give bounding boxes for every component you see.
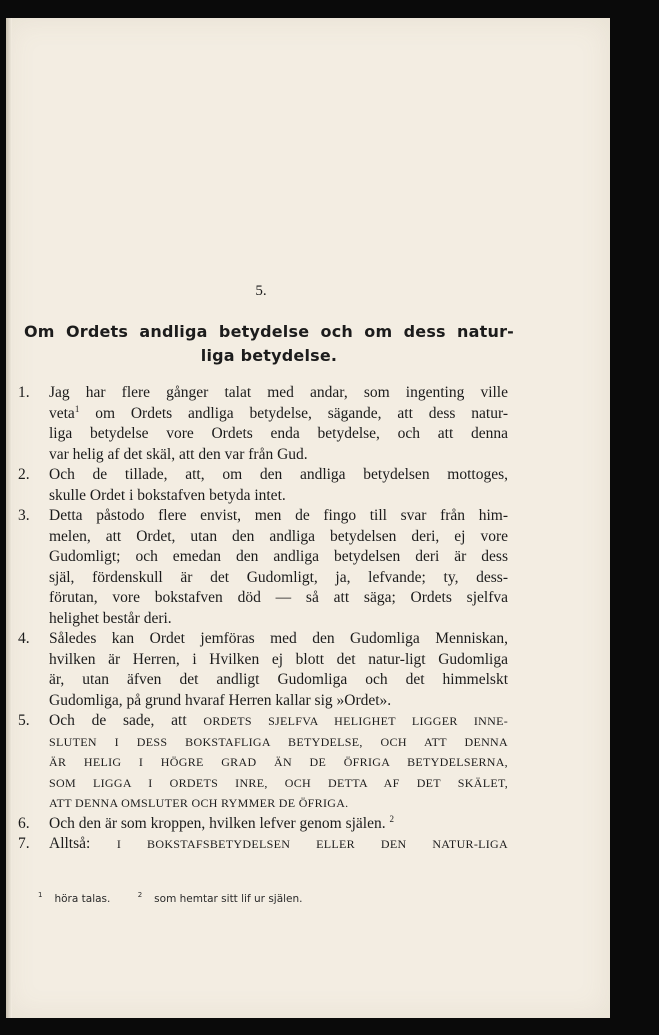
paragraph-3 xyxy=(18,506,508,629)
text-line: helighet består deri. xyxy=(49,609,172,627)
paragraph-list xyxy=(18,383,508,855)
text-line: är, utan äfven det andligt Gudomliga och det himmelskt xyxy=(49,671,508,688)
paragraph-number: 2. xyxy=(18,466,30,483)
text-line: veta$^1$ om Ordets andliga betydelse, sägande, att dess natur- xyxy=(49,403,509,422)
page-text xyxy=(6,18,610,1018)
chapter-number: 5. xyxy=(255,283,267,299)
text-line: Alltså: I BOKSTAFSBETYDELSEN ELLER DEN NATUR-LIGA xyxy=(49,835,508,852)
paragraph-number: 4. xyxy=(18,630,30,647)
paragraph-6 xyxy=(18,814,508,835)
paragraph-7 xyxy=(18,834,508,855)
text-line: liga betydelse vore Ordets enda betydelse, och att denna xyxy=(49,425,508,442)
footnote-ref-1[interactable]: 1 xyxy=(74,403,80,414)
paragraph-number: 5. xyxy=(18,712,30,729)
paragraph-number: 7. xyxy=(18,835,30,852)
text-line: Gudomliga, på grund hvaraf Herren kallar sig »Ordet». xyxy=(49,691,392,709)
text-line: melen, att Ordet, utan den andliga betydelsen deri, ej vore xyxy=(49,527,508,545)
paragraph-4 xyxy=(18,629,508,711)
text-line: själ, fördenskull är det Gudomligt, ja, lefvande; ty, dess- xyxy=(49,568,508,586)
paragraph-5 xyxy=(18,711,508,814)
footnote-ref-2[interactable]: 2 xyxy=(389,813,394,824)
paragraph-number: 6. xyxy=(18,814,30,832)
footnote-1: $^1$ höra talas. xyxy=(38,891,111,905)
paragraph-number: 3. xyxy=(18,507,30,524)
text-line: Således kan Ordet jemföras med den Gudomliga Menniskan, xyxy=(49,630,508,647)
text-line: skulle Ordet i bokstafven betyda intet. xyxy=(49,486,286,504)
paragraph-number: 1. xyxy=(18,384,30,401)
chapter-title xyxy=(24,320,514,368)
text-line: Detta påstodo flere envist, men de fingo till svar från him- xyxy=(49,507,508,524)
text-line: förutan, vore bokstafven död — så att säga; Ordets sjelfva xyxy=(49,589,508,606)
footnotes xyxy=(38,891,508,905)
text-line: var helig af det skäl, att den var från Gud. xyxy=(49,445,308,463)
text-line: Och de tillade, att, om den andliga betydelsen mottoges, xyxy=(49,466,508,483)
footnote-2: $^2$ som hemtar sitt lif ur själen. xyxy=(137,891,303,905)
text-line: ÄR HELIG I HÖGRE GRAD ÄN DE ÖFRIGA BETYDELSERNA, xyxy=(49,755,508,769)
text-line: Gudomligt; och emedan den andliga betydelsen deri är dess xyxy=(49,548,508,565)
text-line: Och den är som kroppen, hvilken lefver genom själen. $^2$ xyxy=(49,813,394,832)
text-line: Jag har flere gånger talat med andar, som ingenting ville xyxy=(49,384,508,401)
paragraph-2 xyxy=(18,465,508,506)
page-content-area xyxy=(6,18,610,1018)
paragraph-1 xyxy=(18,383,508,465)
text-line: hvilken är Herren, i Hvilken ej blott det natur-ligt Gudomliga xyxy=(49,650,508,668)
chapter-title-line-2: liga betydelse. xyxy=(200,346,338,365)
chapter-title-line-1: Om Ordets andliga betydelse och om dess natur- xyxy=(24,322,514,341)
text-line: SOM LIGGA I ORDETS INRE, OCH DETTA AF DET SKÄLET, xyxy=(49,775,508,790)
text-line: ATT DENNA OMSLUTER OCH RYMMER DE ÖFRIGA. xyxy=(49,796,349,810)
text-line: Och de sade, att ORDETS SJELFVA HELIGHET LIGGER INNE- xyxy=(49,712,508,729)
text-line: SLUTEN I DESS BOKSTAFLIGA BETYDELSE, OCH ATT DENNA xyxy=(49,734,508,749)
